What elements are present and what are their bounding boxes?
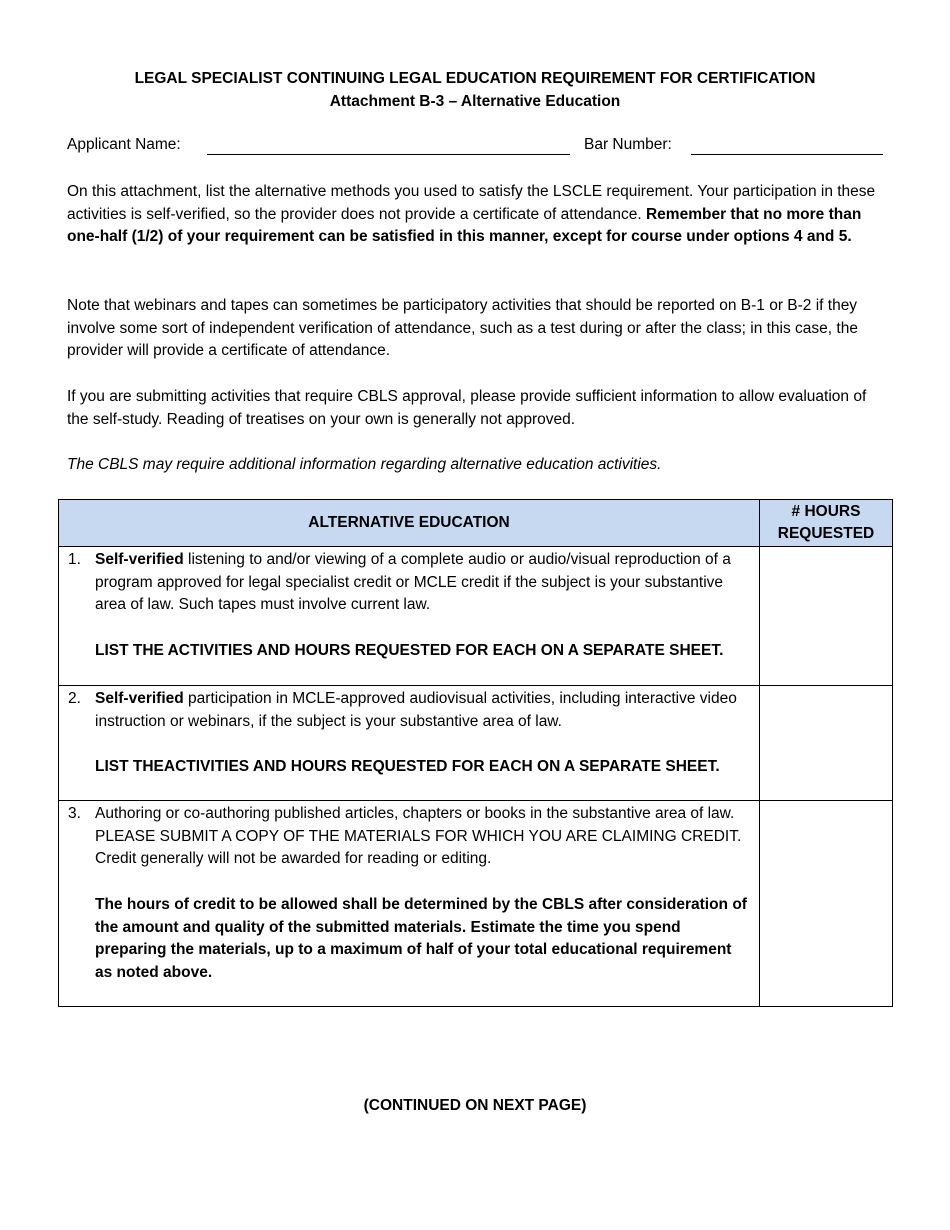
education-option-cell [59, 686, 760, 801]
form-header [0, 67, 950, 113]
education-option-cell [59, 547, 760, 686]
intro-text: On this attachment, list the alternative methods you used to satisfy the LSCLE requirement. Your participation in these activities is self-verified, so the provider does not provide a certificate of attendance. [67, 183, 876, 223]
column-header-hours [760, 500, 893, 547]
alternative-education-table [58, 499, 893, 1007]
form-title: LEGAL SPECIALIST CONTINUING LEGAL EDUCATION REQUIREMENT FOR CERTIFICATION [134, 70, 816, 87]
hours-requested-cell[interactable] [760, 547, 893, 686]
applicant-name-label: Applicant Name: [67, 136, 181, 153]
form-subtitle: Attachment B-3 – Alternative Education [329, 93, 621, 110]
table-row [59, 547, 893, 686]
item-number: 1. [68, 551, 81, 568]
table-header-row [59, 500, 893, 547]
hours-requested-cell[interactable] [760, 686, 893, 801]
item-number: 2. [68, 690, 81, 707]
continued-note: (CONTINUED ON NEXT PAGE) [363, 1097, 587, 1114]
item-instruction: LIST THE ACTIVITIES AND HOURS REQUESTED FOR EACH ON A SEPARATE SHEET. [95, 641, 724, 659]
intro-paragraph-4: The CBLS may require additional information regarding alternative education activities. [67, 456, 662, 473]
bar-number-label: Bar Number: [584, 136, 672, 153]
item-instruction: The hours of credit to be allowed shall be determined by the CBLS after consideration of the amount and quality of the submitted materials. Estimate the time you spend preparing the materials, up to a maximum of half of your total educational requirement as noted above. [95, 895, 747, 981]
intro-paragraph-3: If you are submitting activities that require CBLS approval, please provide sufficient information to allow evaluation of the self-study. Reading of treatises on your own is generally not approved. [67, 388, 867, 428]
bar-number-field[interactable] [691, 154, 883, 155]
table-row [59, 686, 893, 801]
intro-paragraph-2: Note that webinars and tapes can sometimes be participatory activities that should be reported on B-1 or B-2 if they involve some sort of independent verification of attendance, such as a test during or after the class; in this case, the provider will provide a certificate of attendance. [67, 297, 858, 360]
table-row [59, 801, 893, 1007]
education-option-cell [59, 801, 760, 1007]
column-header-alternative-education: ALTERNATIVE EDUCATION [59, 500, 760, 547]
item-lead: Self-verified [95, 551, 184, 568]
applicant-info-row [67, 134, 887, 158]
item-description: listening to and/or viewing of a complete audio or audio/visual reproduction of a program approved for legal specialist credit or MCLE credit if the subject is your substantive area of law. Such tapes must involve current law. [95, 551, 731, 614]
item-number: 3. [68, 805, 81, 822]
item-lead: Self-verified [95, 690, 184, 707]
item-description: Authoring or co-authoring published articles, chapters or books in the substantive area of law. PLEASE SUBMIT A COPY OF THE MATERIALS FOR WHICH YOU ARE CLAIMING CREDIT. Credit generally will not be awarded for reading or editing. [95, 805, 742, 868]
item-description: participation in MCLE-approved audiovisual activities, including interactive video instruction or webinars, if the subject is your substantive area of law. [95, 690, 737, 730]
applicant-name-field[interactable] [207, 154, 570, 155]
intro-paragraph-1 [67, 181, 887, 249]
hours-header-line-2: REQUESTED [777, 525, 875, 542]
intro-warning: Remember that no more than one-half (1/2) of your requirement can be satisfied in this manner, except for course under options 4 and 5. [67, 205, 862, 246]
item-instruction: LIST THEACTIVITIES AND HOURS REQUESTED FOR EACH ON A SEPARATE SHEET. [95, 758, 720, 776]
hours-header-line-1: # HOURS [791, 503, 861, 520]
hours-requested-cell[interactable] [760, 801, 893, 1007]
